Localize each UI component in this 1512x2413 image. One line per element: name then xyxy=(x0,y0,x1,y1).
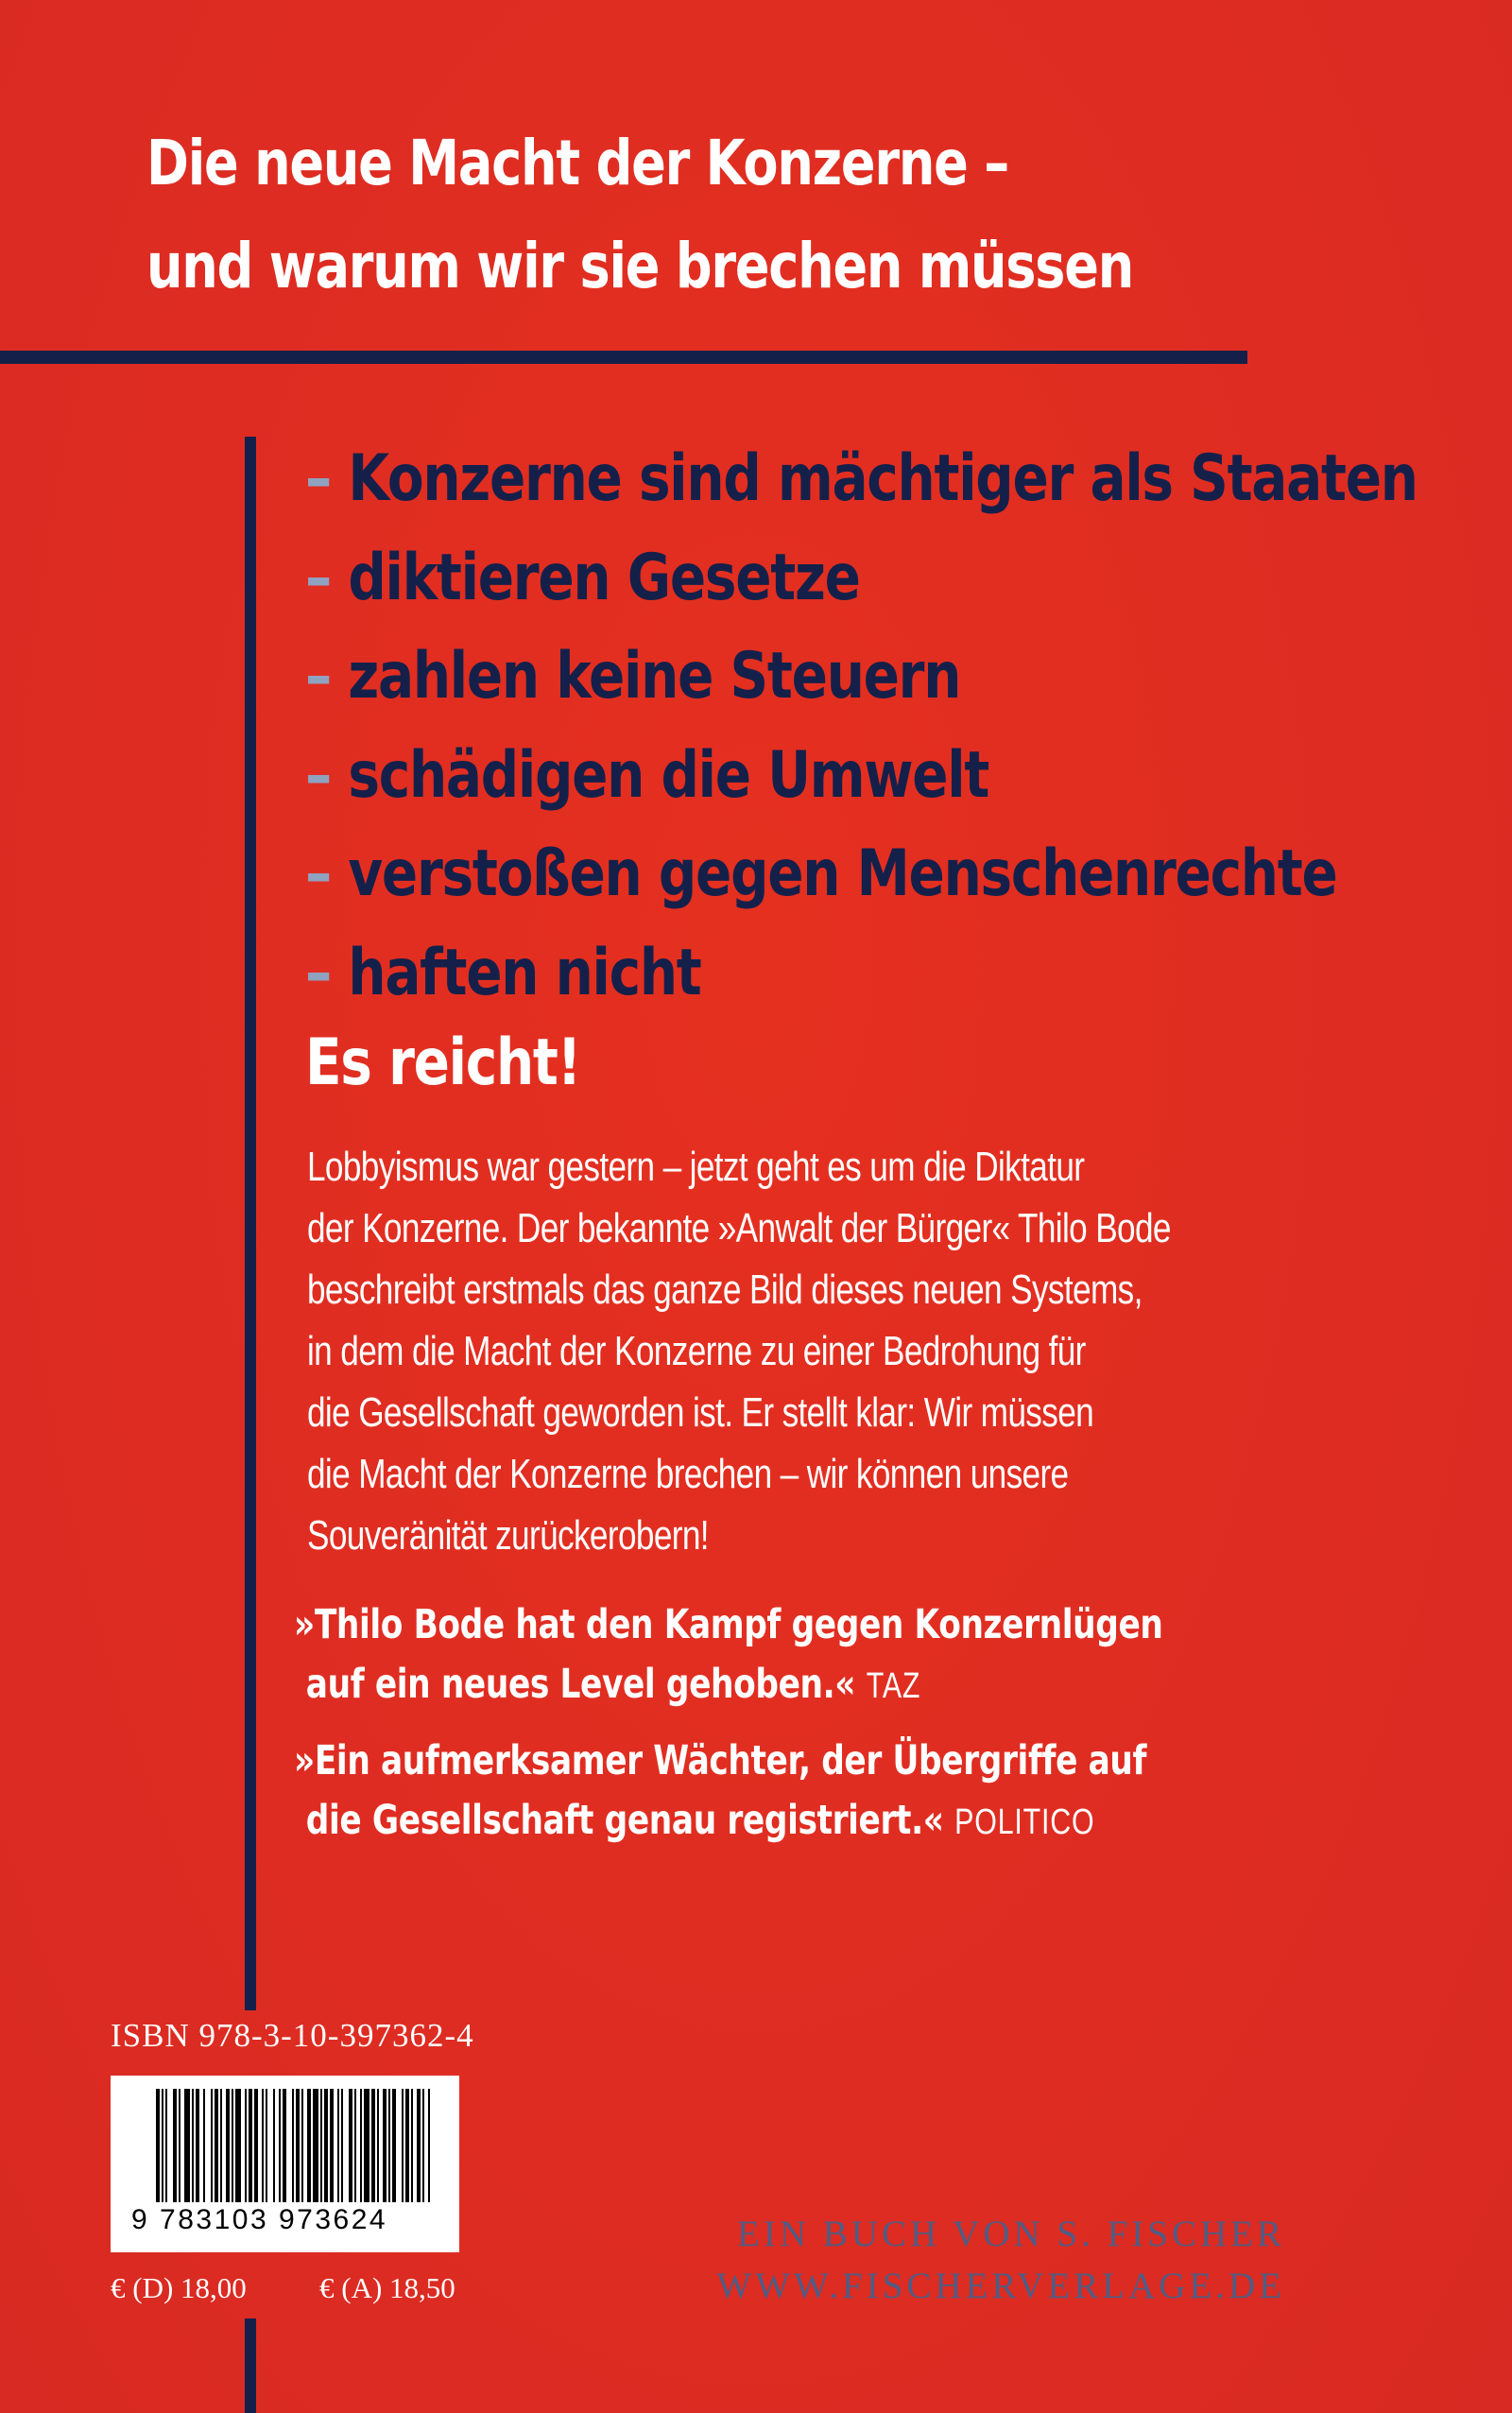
barcode-bar xyxy=(417,2089,421,2202)
barcode-bar xyxy=(392,2089,396,2202)
bullet-item xyxy=(305,529,1403,629)
bullet-item xyxy=(305,628,1403,727)
barcode-bar xyxy=(179,2089,180,2202)
barcode-bar xyxy=(349,2089,352,2202)
vertical-rule xyxy=(245,437,256,2010)
barcode-bar xyxy=(307,2089,311,2202)
dash-icon: – xyxy=(305,935,331,1010)
headline xyxy=(146,112,1134,318)
quote-source: POLITICO xyxy=(954,1802,1095,1842)
quote-source: TAZ xyxy=(866,1666,921,1706)
bullet-text: diktieren Gesetze xyxy=(348,540,860,615)
barcode-bar xyxy=(165,2089,167,2202)
barcode-bar xyxy=(337,2089,339,2202)
price-austria: € (A) 18,50 xyxy=(319,2271,455,2304)
barcode-bar xyxy=(402,2089,404,2202)
barcode-bar xyxy=(313,2089,318,2202)
barcode-bar xyxy=(292,2089,294,2202)
dash-icon: – xyxy=(305,836,331,911)
barcode xyxy=(111,2076,459,2252)
bullet-item xyxy=(305,825,1403,924)
price-germany: € (D) 18,00 xyxy=(111,2271,247,2304)
bullet-text: zahlen keine Steuern xyxy=(348,639,961,714)
barcode-bar xyxy=(215,2089,218,2202)
blurb-paragraph xyxy=(307,1136,1214,1566)
press-quote-taz xyxy=(294,1595,1201,1716)
quote-line-2-text: auf ein neues Level gehoben.« xyxy=(305,1661,856,1708)
barcode-bar xyxy=(428,2089,430,2202)
bullet-item xyxy=(305,924,1403,1024)
barcode-bar xyxy=(211,2089,213,2202)
blurb-line: der Konzerne. Der bekannte »Anwalt der Bürger« Thilo Bode xyxy=(307,1205,1171,1251)
barcode-bar xyxy=(249,2089,252,2202)
bullet-text: haften nicht xyxy=(348,935,701,1010)
barcode-bar xyxy=(232,2089,233,2202)
es-reicht-heading: Es reicht! xyxy=(305,1026,581,1100)
barcode-bar xyxy=(173,2089,177,2202)
barcode-bar xyxy=(162,2089,163,2202)
barcode-bar xyxy=(383,2089,387,2202)
barcode-bar xyxy=(273,2089,275,2202)
quote-line-2-text: die Gesellschaft genau registriert.« xyxy=(305,1797,944,1844)
barcode-bar xyxy=(226,2089,230,2202)
barcode-bar xyxy=(360,2089,362,2202)
barcode-bar xyxy=(377,2089,379,2202)
barcode-bar xyxy=(422,2089,424,2202)
barcode-bar xyxy=(184,2089,190,2202)
publisher-imprint xyxy=(716,2208,1285,2312)
blurb-line: in dem die Macht der Konzerne zu einer Bedrohung für xyxy=(307,1328,1086,1374)
blurb-line: Souveränität zurückerobern! xyxy=(307,1512,709,1559)
barcode-bar xyxy=(156,2089,160,2202)
quote-line-1: »Thilo Bode hat den Kampf gegen Konzernlügen xyxy=(294,1601,1163,1648)
barcode-bar xyxy=(324,2089,328,2202)
barcode-bar xyxy=(196,2089,199,2202)
barcode-bar xyxy=(283,2089,286,2202)
blurb-line: die Macht der Konzerne brechen – wir können unsere xyxy=(307,1451,1069,1497)
headline-line-2: und warum wir sie brechen müssen xyxy=(146,230,1134,302)
barcode-bar xyxy=(203,2089,205,2202)
barcode-bar xyxy=(411,2089,413,2202)
quote-line-1: »Ein aufmerksamer Wächter, der Übergriffe auf xyxy=(294,1737,1147,1784)
barcode-bar xyxy=(235,2089,241,2202)
barcode-bar xyxy=(220,2089,222,2202)
barcode-bar xyxy=(279,2089,281,2202)
barcode-bar xyxy=(266,2089,267,2202)
barcode-digits: 9 783103 973624 xyxy=(131,2204,388,2235)
blurb-line: die Gesellschaft geworden ist. Er stellt klar: Wir müssen xyxy=(307,1389,1094,1436)
barcode-bar xyxy=(405,2089,409,2202)
barcode-bar xyxy=(262,2089,264,2202)
bullet-text: schädigen die Umwelt xyxy=(348,737,989,813)
publisher-line: EIN BUCH VON S. FISCHER xyxy=(737,2214,1285,2254)
press-quote-politico xyxy=(294,1732,1201,1853)
bullet-text: verstoßen gegen Menschenrechte xyxy=(348,836,1337,911)
blurb-line: Lobbyismus war gestern – jetzt geht es um die Diktatur xyxy=(307,1144,1085,1190)
barcode-bar xyxy=(371,2089,375,2202)
bullet-text: Konzerne sind mächtiger als Staaten xyxy=(348,441,1418,516)
bullet-item xyxy=(305,430,1418,529)
barcode-bar xyxy=(320,2089,322,2202)
horizontal-rule xyxy=(0,351,1247,364)
publisher-website: WWW.FISCHERVERLAGE.DE xyxy=(716,2266,1285,2306)
dash-icon: – xyxy=(305,639,331,714)
barcode-bar xyxy=(330,2089,334,2202)
isbn-label: ISBN 978-3-10-397362-4 xyxy=(111,2017,474,2054)
barcode-bar xyxy=(341,2089,343,2202)
barcode-bar xyxy=(254,2089,258,2202)
dash-icon: – xyxy=(305,441,331,516)
dash-icon: – xyxy=(305,737,331,813)
bullet-list xyxy=(305,430,1418,1023)
barcode-bar xyxy=(301,2089,303,2202)
quote-line-2 xyxy=(294,1655,1201,1716)
bullet-item xyxy=(305,727,1403,826)
barcode-bar xyxy=(245,2089,247,2202)
barcode-bar xyxy=(354,2089,356,2202)
barcode-bar xyxy=(296,2089,300,2202)
vertical-rule-bottom xyxy=(245,2318,256,2413)
blurb-line: beschreibt erstmals das ganze Bild dieses neuen Systems, xyxy=(307,1267,1143,1313)
quote-line-2 xyxy=(294,1791,1201,1853)
headline-line-1: Die neue Macht der Konzerne – xyxy=(146,127,1009,199)
barcode-bar xyxy=(192,2089,194,2202)
dash-icon: – xyxy=(305,540,331,615)
barcode-bars xyxy=(156,2089,436,2202)
barcode-bar xyxy=(388,2089,390,2202)
barcode-bar xyxy=(364,2089,369,2202)
